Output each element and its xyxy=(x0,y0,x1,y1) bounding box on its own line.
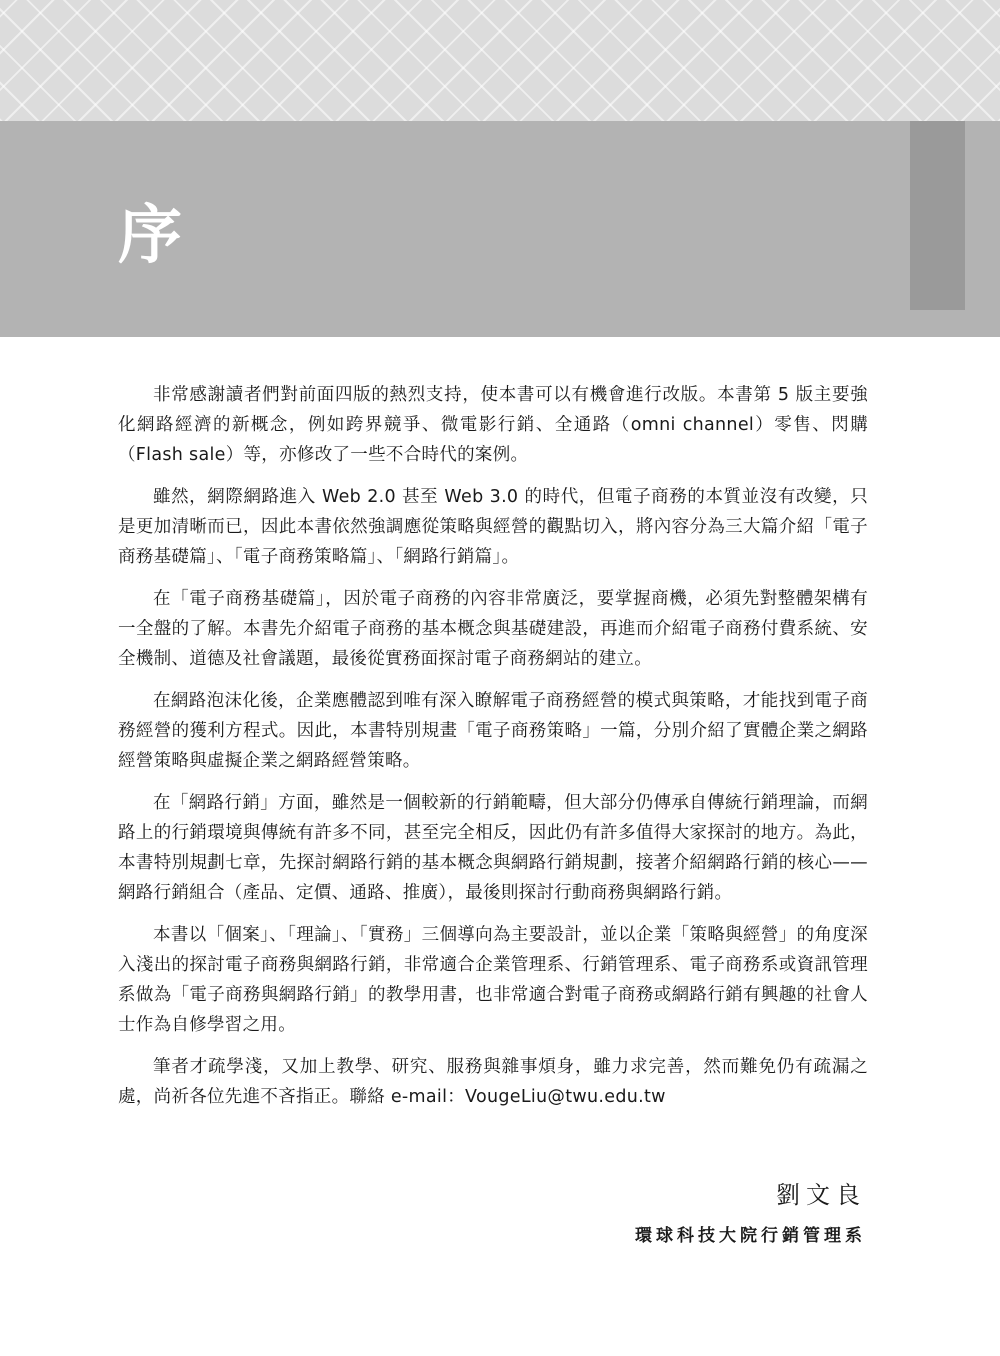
preface-body xyxy=(118,380,868,1124)
paragraph: 在「電子商務基礎篇」，因於電子商務的內容非常廣泛，要掌握商機，必須先對整體架構有一全盤的了解。本書先介紹電子商務的基本概念與基礎建設，再進而介紹電子商務付費系統、安全機制、道德及社會議題，最後從實務面探討電子商務網站的建立。 xyxy=(118,589,868,669)
page-title: 序 xyxy=(118,198,182,273)
paragraph: 在「網路行銷」方面，雖然是一個較新的行銷範疇，但大部分仍傳承自傳統行銷理論，而網路上的行銷環境與傳統有許多不同，甚至完全相反，因此仍有許多值得大家探討的地方。為此，本書特別規劃七章，先探討網路行銷的基本概念與網路行銷規劃，接著介紹網路行銷的核心——網路行銷組合（產品、定價、通路、推廣），最後則探討行動商務與網路行銷。 xyxy=(118,793,868,903)
paragraph: 雖然，網際網路進入 Web 2.0 甚至 Web 3.0 的時代，但電子商務的本質並沒有改變，只是更加清晰而已，因此本書依然強調應從策略與經營的觀點切入，將內容分為三大篇介紹「電子商務基礎篇」、「電子商務策略篇」、「網路行銷篇」。 xyxy=(118,487,868,567)
paragraph: 在網路泡沫化後，企業應體認到唯有深入瞭解電子商務經營的模式與策略，才能找到電子商務經營的獲利方程式。因此，本書特別規畫「電子商務策略」一篇，分別介紹了實體企業之網路經營策略與虛擬企業之網路經營策略。 xyxy=(118,691,868,771)
chapter-tab-marker xyxy=(910,121,965,310)
paragraph: 非常感謝讀者們對前面四版的熱烈支持，使本書可以有機會進行改版。本書第 5 版主要強化網路經濟的新概念，例如跨界競爭、微電影行銷、全通路（omni channel）零售、閃購（Flash sale）等，亦修改了一些不合時代的案例。 xyxy=(118,385,868,465)
decorative-pattern-band xyxy=(0,0,1000,121)
paragraph: 筆者才疏學淺，又加上教學、研究、服務與雜事煩身，雖力求完善，然而難免仍有疏漏之處，尚祈各位先進不吝指正。聯絡 e-mail：VougeLiu@twu.edu.tw xyxy=(118,1057,868,1107)
author-affiliation: 環球科技大院行銷管理系 xyxy=(635,1226,866,1246)
signature-block xyxy=(635,1175,866,1251)
author-name: 劉文良 xyxy=(776,1181,866,1209)
paragraph: 本書以「個案」、「理論」、「實務」三個導向為主要設計，並以企業「策略與經營」的角度深入淺出的探討電子商務與網路行銷，非常適合企業管理系、行銷管理系、電子商務系或資訊管理系做為「電子商務與網路行銷」的教學用書，也非常適合對電子商務或網路行銷有興趣的社會人士作為自修學習之用。 xyxy=(118,925,868,1035)
